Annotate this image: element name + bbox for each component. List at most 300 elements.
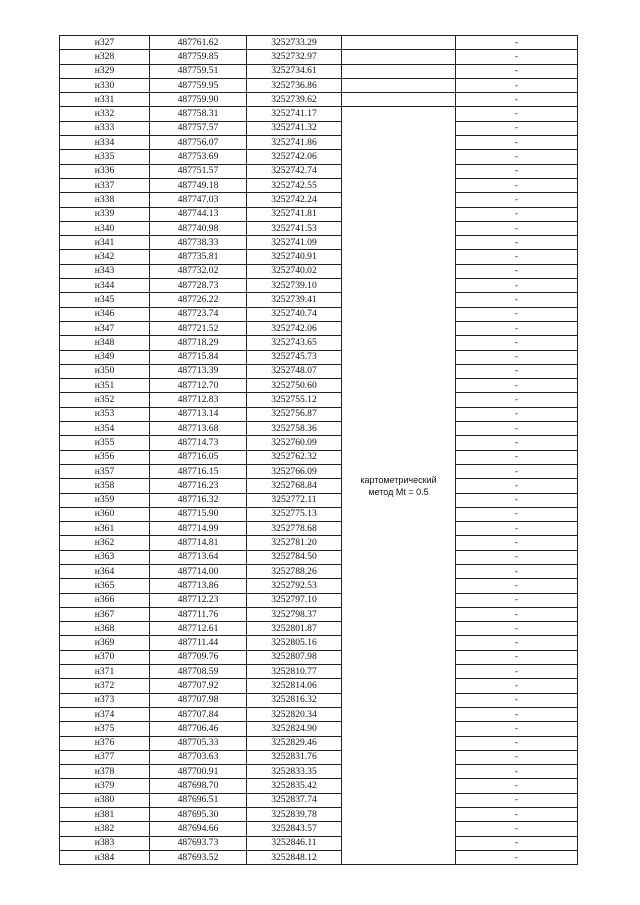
- y-coordinate-cell: 3252781.20: [247, 536, 342, 550]
- x-coordinate-cell: 487706.46: [150, 722, 247, 736]
- point-number-cell: н361: [60, 522, 150, 536]
- table-row: [60, 50, 578, 64]
- x-coordinate-cell: 487735.81: [150, 250, 247, 264]
- y-coordinate-cell: 3252788.26: [247, 564, 342, 578]
- x-coordinate-cell: 487726.22: [150, 293, 247, 307]
- table-row: [60, 536, 578, 550]
- y-coordinate-cell: 3252816.32: [247, 693, 342, 707]
- x-coordinate-cell: 487716.15: [150, 464, 247, 478]
- table-row: [60, 36, 578, 50]
- error-cell: -: [456, 307, 578, 321]
- point-number-cell: н331: [60, 93, 150, 107]
- table-row: [60, 793, 578, 807]
- method-cell-empty: [342, 50, 456, 64]
- x-coordinate-cell: 487715.90: [150, 507, 247, 521]
- y-coordinate-cell: 3252837.74: [247, 793, 342, 807]
- y-coordinate-cell: 3252741.53: [247, 221, 342, 235]
- table-row: [60, 493, 578, 507]
- y-coordinate-cell: 3252775.13: [247, 507, 342, 521]
- error-cell: -: [456, 536, 578, 550]
- y-coordinate-cell: 3252810.77: [247, 665, 342, 679]
- table-row: [60, 250, 578, 264]
- x-coordinate-cell: 487715.84: [150, 350, 247, 364]
- point-number-cell: н381: [60, 808, 150, 822]
- table-row: [60, 379, 578, 393]
- table-row: [60, 479, 578, 493]
- table-row: [60, 736, 578, 750]
- point-number-cell: н374: [60, 707, 150, 721]
- error-cell: -: [456, 107, 578, 121]
- point-number-cell: н335: [60, 150, 150, 164]
- table-row: [60, 779, 578, 793]
- y-coordinate-cell: 3252792.53: [247, 579, 342, 593]
- y-coordinate-cell: 3252736.86: [247, 78, 342, 92]
- y-coordinate-cell: 3252829.46: [247, 736, 342, 750]
- y-coordinate-cell: 3252740.74: [247, 307, 342, 321]
- table-row: [60, 607, 578, 621]
- error-cell: -: [456, 178, 578, 192]
- x-coordinate-cell: 487711.44: [150, 636, 247, 650]
- point-number-cell: н333: [60, 121, 150, 135]
- error-cell: -: [456, 321, 578, 335]
- y-coordinate-cell: 3252741.86: [247, 136, 342, 150]
- table-row: [60, 636, 578, 650]
- error-cell: -: [456, 693, 578, 707]
- error-cell: -: [456, 522, 578, 536]
- point-number-cell: н364: [60, 564, 150, 578]
- error-cell: -: [456, 64, 578, 78]
- table-row: [60, 750, 578, 764]
- y-coordinate-cell: 3252756.87: [247, 407, 342, 421]
- point-number-cell: н356: [60, 450, 150, 464]
- x-coordinate-cell: 487751.57: [150, 164, 247, 178]
- method-text-line1: картометрический: [360, 474, 437, 485]
- point-number-cell: н340: [60, 221, 150, 235]
- x-coordinate-cell: 487753.69: [150, 150, 247, 164]
- table-row: [60, 593, 578, 607]
- method-cell-empty: [342, 93, 456, 107]
- table-row: [60, 78, 578, 92]
- error-cell: -: [456, 264, 578, 278]
- x-coordinate-cell: 487700.91: [150, 765, 247, 779]
- x-coordinate-cell: 487712.23: [150, 593, 247, 607]
- error-cell: -: [456, 121, 578, 135]
- point-number-cell: н354: [60, 422, 150, 436]
- table-row: [60, 765, 578, 779]
- y-coordinate-cell: 3252814.06: [247, 679, 342, 693]
- table-row: [60, 422, 578, 436]
- y-coordinate-cell: 3252742.55: [247, 178, 342, 192]
- point-number-cell: н384: [60, 850, 150, 864]
- table-row: [60, 307, 578, 321]
- table-row: [60, 236, 578, 250]
- error-cell: -: [456, 564, 578, 578]
- point-number-cell: н367: [60, 607, 150, 621]
- y-coordinate-cell: 3252739.10: [247, 279, 342, 293]
- table-row: [60, 393, 578, 407]
- error-cell: -: [456, 808, 578, 822]
- y-coordinate-cell: 3252760.09: [247, 436, 342, 450]
- x-coordinate-cell: 487761.62: [150, 36, 247, 50]
- point-number-cell: н359: [60, 493, 150, 507]
- table-row: [60, 436, 578, 450]
- point-number-cell: н349: [60, 350, 150, 364]
- x-coordinate-cell: 487712.83: [150, 393, 247, 407]
- y-coordinate-cell: 3252839.78: [247, 808, 342, 822]
- y-coordinate-cell: 3252848.12: [247, 850, 342, 864]
- y-coordinate-cell: 3252778.68: [247, 522, 342, 536]
- error-cell: -: [456, 793, 578, 807]
- y-coordinate-cell: 3252758.36: [247, 422, 342, 436]
- y-coordinate-cell: 3252835.42: [247, 779, 342, 793]
- x-coordinate-cell: 487694.66: [150, 822, 247, 836]
- coordinates-table-body: [60, 36, 578, 865]
- x-coordinate-cell: 487696.51: [150, 793, 247, 807]
- point-number-cell: н380: [60, 793, 150, 807]
- error-cell: -: [456, 736, 578, 750]
- y-coordinate-cell: 3252762.32: [247, 450, 342, 464]
- y-coordinate-cell: 3252843.57: [247, 822, 342, 836]
- x-coordinate-cell: 487716.23: [150, 479, 247, 493]
- point-number-cell: н338: [60, 193, 150, 207]
- x-coordinate-cell: 487723.74: [150, 307, 247, 321]
- table-row: [60, 464, 578, 478]
- table-row: [60, 722, 578, 736]
- error-cell: -: [456, 779, 578, 793]
- error-cell: -: [456, 336, 578, 350]
- point-number-cell: н342: [60, 250, 150, 264]
- y-coordinate-cell: 3252742.06: [247, 150, 342, 164]
- point-number-cell: н328: [60, 50, 150, 64]
- error-cell: -: [456, 422, 578, 436]
- point-number-cell: н371: [60, 665, 150, 679]
- x-coordinate-cell: 487709.76: [150, 650, 247, 664]
- error-cell: -: [456, 193, 578, 207]
- point-number-cell: н353: [60, 407, 150, 421]
- point-number-cell: н352: [60, 393, 150, 407]
- x-coordinate-cell: 487693.73: [150, 836, 247, 850]
- x-coordinate-cell: 487738.33: [150, 236, 247, 250]
- point-number-cell: н330: [60, 78, 150, 92]
- error-cell: -: [456, 150, 578, 164]
- y-coordinate-cell: 3252755.12: [247, 393, 342, 407]
- table-row: [60, 321, 578, 335]
- table-row: [60, 808, 578, 822]
- x-coordinate-cell: 487732.02: [150, 264, 247, 278]
- error-cell: -: [456, 464, 578, 478]
- error-cell: -: [456, 707, 578, 721]
- point-number-cell: н357: [60, 464, 150, 478]
- point-number-cell: н334: [60, 136, 150, 150]
- error-cell: -: [456, 479, 578, 493]
- x-coordinate-cell: 487707.98: [150, 693, 247, 707]
- x-coordinate-cell: 487759.95: [150, 78, 247, 92]
- x-coordinate-cell: 487744.13: [150, 207, 247, 221]
- x-coordinate-cell: 487759.85: [150, 50, 247, 64]
- error-cell: -: [456, 236, 578, 250]
- error-cell: -: [456, 78, 578, 92]
- y-coordinate-cell: 3252740.02: [247, 264, 342, 278]
- error-cell: -: [456, 822, 578, 836]
- table-row: [60, 665, 578, 679]
- table-row: [60, 679, 578, 693]
- y-coordinate-cell: 3252732.97: [247, 50, 342, 64]
- method-cell-empty: [342, 78, 456, 92]
- error-cell: -: [456, 493, 578, 507]
- point-number-cell: н346: [60, 307, 150, 321]
- table-row: [60, 579, 578, 593]
- x-coordinate-cell: 487716.32: [150, 493, 247, 507]
- table-row: [60, 121, 578, 135]
- x-coordinate-cell: 487707.92: [150, 679, 247, 693]
- x-coordinate-cell: 487714.00: [150, 564, 247, 578]
- table-row: [60, 164, 578, 178]
- point-number-cell: н366: [60, 593, 150, 607]
- x-coordinate-cell: 487714.81: [150, 536, 247, 550]
- x-coordinate-cell: 487749.18: [150, 178, 247, 192]
- point-number-cell: н329: [60, 64, 150, 78]
- error-cell: -: [456, 750, 578, 764]
- error-cell: -: [456, 407, 578, 421]
- error-cell: -: [456, 450, 578, 464]
- x-coordinate-cell: 487713.68: [150, 422, 247, 436]
- table-row: [60, 178, 578, 192]
- point-number-cell: н365: [60, 579, 150, 593]
- x-coordinate-cell: 487712.61: [150, 622, 247, 636]
- y-coordinate-cell: 3252742.24: [247, 193, 342, 207]
- error-cell: -: [456, 650, 578, 664]
- error-cell: -: [456, 765, 578, 779]
- x-coordinate-cell: 487758.31: [150, 107, 247, 121]
- point-number-cell: н369: [60, 636, 150, 650]
- point-number-cell: н332: [60, 107, 150, 121]
- error-cell: -: [456, 836, 578, 850]
- y-coordinate-cell: 3252750.60: [247, 379, 342, 393]
- x-coordinate-cell: 487693.52: [150, 850, 247, 864]
- error-cell: -: [456, 436, 578, 450]
- x-coordinate-cell: 487695.30: [150, 808, 247, 822]
- method-text-line2: метод Mt = 0.5: [368, 486, 429, 497]
- error-cell: -: [456, 350, 578, 364]
- y-coordinate-cell: 3252740.91: [247, 250, 342, 264]
- y-coordinate-cell: 3252742.06: [247, 321, 342, 335]
- x-coordinate-cell: 487713.14: [150, 407, 247, 421]
- y-coordinate-cell: 3252734.61: [247, 64, 342, 78]
- method-cell-empty: [342, 36, 456, 50]
- x-coordinate-cell: 487712.70: [150, 379, 247, 393]
- error-cell: -: [456, 622, 578, 636]
- y-coordinate-cell: 3252748.07: [247, 364, 342, 378]
- point-number-cell: н351: [60, 379, 150, 393]
- y-coordinate-cell: 3252741.81: [247, 207, 342, 221]
- error-cell: -: [456, 250, 578, 264]
- point-number-cell: н372: [60, 679, 150, 693]
- point-number-cell: н341: [60, 236, 150, 250]
- error-cell: -: [456, 93, 578, 107]
- error-cell: -: [456, 293, 578, 307]
- table-row: [60, 364, 578, 378]
- point-number-cell: н339: [60, 207, 150, 221]
- method-cell-empty: [342, 64, 456, 78]
- table-row: [60, 522, 578, 536]
- table-row: [60, 107, 578, 121]
- x-coordinate-cell: 487713.86: [150, 579, 247, 593]
- point-number-cell: н355: [60, 436, 150, 450]
- y-coordinate-cell: 3252833.35: [247, 765, 342, 779]
- x-coordinate-cell: 487718.29: [150, 336, 247, 350]
- table-row: [60, 293, 578, 307]
- y-coordinate-cell: 3252831.76: [247, 750, 342, 764]
- error-cell: -: [456, 379, 578, 393]
- x-coordinate-cell: 487759.90: [150, 93, 247, 107]
- y-coordinate-cell: 3252805.16: [247, 636, 342, 650]
- table-row: [60, 836, 578, 850]
- point-number-cell: н336: [60, 164, 150, 178]
- table-row: [60, 221, 578, 235]
- table-row: [60, 150, 578, 164]
- table-row: [60, 136, 578, 150]
- point-number-cell: н373: [60, 693, 150, 707]
- error-cell: -: [456, 850, 578, 864]
- error-cell: -: [456, 50, 578, 64]
- y-coordinate-cell: 3252743.65: [247, 336, 342, 350]
- table-row: [60, 93, 578, 107]
- point-number-cell: н348: [60, 336, 150, 350]
- y-coordinate-cell: 3252772.11: [247, 493, 342, 507]
- error-cell: -: [456, 136, 578, 150]
- y-coordinate-cell: 3252741.32: [247, 121, 342, 135]
- point-number-cell: н337: [60, 178, 150, 192]
- point-number-cell: н347: [60, 321, 150, 335]
- error-cell: -: [456, 722, 578, 736]
- table-row: [60, 336, 578, 350]
- y-coordinate-cell: 3252820.34: [247, 707, 342, 721]
- point-number-cell: н350: [60, 364, 150, 378]
- x-coordinate-cell: 487740.98: [150, 221, 247, 235]
- table-row: [60, 622, 578, 636]
- error-cell: -: [456, 607, 578, 621]
- y-coordinate-cell: 3252846.11: [247, 836, 342, 850]
- error-cell: -: [456, 364, 578, 378]
- table-row: [60, 350, 578, 364]
- y-coordinate-cell: 3252741.09: [247, 236, 342, 250]
- x-coordinate-cell: 487721.52: [150, 321, 247, 335]
- method-cell: [342, 107, 456, 865]
- error-cell: -: [456, 550, 578, 564]
- error-cell: -: [456, 636, 578, 650]
- x-coordinate-cell: 487707.84: [150, 707, 247, 721]
- table-row: [60, 450, 578, 464]
- point-number-cell: н375: [60, 722, 150, 736]
- y-coordinate-cell: 3252742.74: [247, 164, 342, 178]
- point-number-cell: н360: [60, 507, 150, 521]
- y-coordinate-cell: 3252733.29: [247, 36, 342, 50]
- point-number-cell: н345: [60, 293, 150, 307]
- x-coordinate-cell: 487747.03: [150, 193, 247, 207]
- point-number-cell: н358: [60, 479, 150, 493]
- error-cell: -: [456, 507, 578, 521]
- point-number-cell: н383: [60, 836, 150, 850]
- point-number-cell: н343: [60, 264, 150, 278]
- x-coordinate-cell: 487757.57: [150, 121, 247, 135]
- table-row: [60, 564, 578, 578]
- error-cell: -: [456, 679, 578, 693]
- error-cell: -: [456, 207, 578, 221]
- error-cell: -: [456, 36, 578, 50]
- error-cell: -: [456, 393, 578, 407]
- table-row: [60, 264, 578, 278]
- table-row: [60, 207, 578, 221]
- point-number-cell: н370: [60, 650, 150, 664]
- y-coordinate-cell: 3252739.41: [247, 293, 342, 307]
- point-number-cell: н378: [60, 765, 150, 779]
- x-coordinate-cell: 487759.51: [150, 64, 247, 78]
- y-coordinate-cell: 3252745.73: [247, 350, 342, 364]
- y-coordinate-cell: 3252768.84: [247, 479, 342, 493]
- table-row: [60, 507, 578, 521]
- table-row: [60, 693, 578, 707]
- coordinates-table: [59, 35, 578, 865]
- y-coordinate-cell: 3252824.90: [247, 722, 342, 736]
- x-coordinate-cell: 487716.05: [150, 450, 247, 464]
- point-number-cell: н362: [60, 536, 150, 550]
- y-coordinate-cell: 3252797.10: [247, 593, 342, 607]
- y-coordinate-cell: 3252741.17: [247, 107, 342, 121]
- y-coordinate-cell: 3252766.09: [247, 464, 342, 478]
- table-row: [60, 279, 578, 293]
- y-coordinate-cell: 3252801.87: [247, 622, 342, 636]
- y-coordinate-cell: 3252784.50: [247, 550, 342, 564]
- x-coordinate-cell: 487703.63: [150, 750, 247, 764]
- table-row: [60, 650, 578, 664]
- point-number-cell: н363: [60, 550, 150, 564]
- x-coordinate-cell: 487728.73: [150, 279, 247, 293]
- x-coordinate-cell: 487698.70: [150, 779, 247, 793]
- table-row: [60, 193, 578, 207]
- x-coordinate-cell: 487714.99: [150, 522, 247, 536]
- point-number-cell: н368: [60, 622, 150, 636]
- x-coordinate-cell: 487705.33: [150, 736, 247, 750]
- error-cell: -: [456, 579, 578, 593]
- point-number-cell: н377: [60, 750, 150, 764]
- x-coordinate-cell: 487711.76: [150, 607, 247, 621]
- table-row: [60, 822, 578, 836]
- x-coordinate-cell: 487708.59: [150, 665, 247, 679]
- x-coordinate-cell: 487756.07: [150, 136, 247, 150]
- point-number-cell: н379: [60, 779, 150, 793]
- error-cell: -: [456, 665, 578, 679]
- table-row: [60, 407, 578, 421]
- error-cell: -: [456, 221, 578, 235]
- x-coordinate-cell: 487713.64: [150, 550, 247, 564]
- point-number-cell: н382: [60, 822, 150, 836]
- error-cell: -: [456, 279, 578, 293]
- x-coordinate-cell: 487714.73: [150, 436, 247, 450]
- error-cell: -: [456, 164, 578, 178]
- point-number-cell: н344: [60, 279, 150, 293]
- x-coordinate-cell: 487713.39: [150, 364, 247, 378]
- table-row: [60, 64, 578, 78]
- y-coordinate-cell: 3252807.98: [247, 650, 342, 664]
- y-coordinate-cell: 3252739.62: [247, 93, 342, 107]
- table-row: [60, 707, 578, 721]
- point-number-cell: н327: [60, 36, 150, 50]
- error-cell: -: [456, 593, 578, 607]
- y-coordinate-cell: 3252798.37: [247, 607, 342, 621]
- point-number-cell: н376: [60, 736, 150, 750]
- table-row: [60, 550, 578, 564]
- table-row: [60, 850, 578, 864]
